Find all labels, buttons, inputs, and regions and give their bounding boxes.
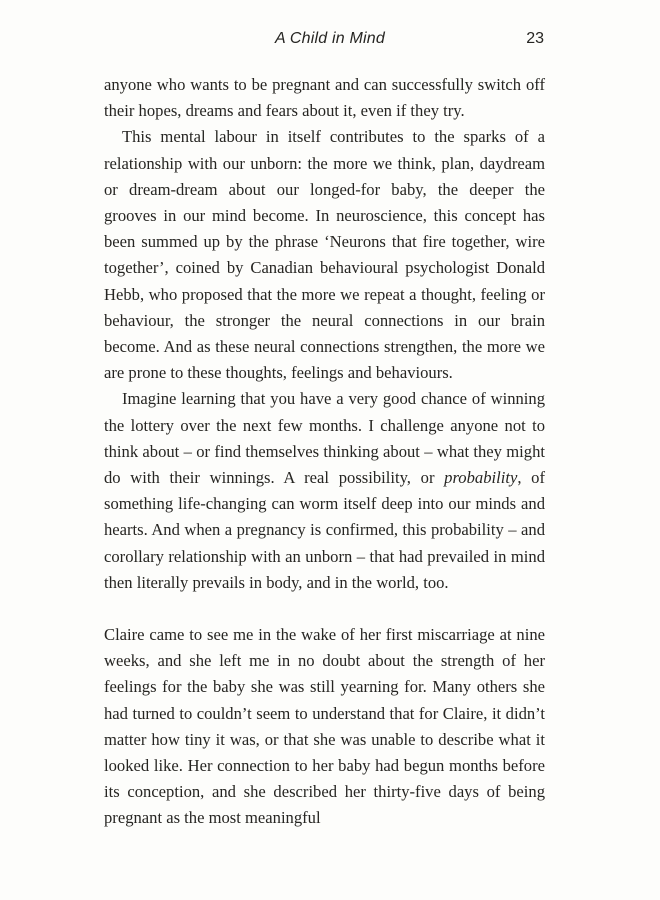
- paragraph-continuation: anyone who wants to be pregnant and can successfully switch off their hopes, dreams and fears about it, even if they try.: [104, 75, 545, 121]
- body-text: [104, 72, 545, 832]
- emphasis-probability: probability: [444, 468, 518, 488]
- running-head: [0, 30, 660, 54]
- paragraph-lottery-text-after: , of something life-changing can worm itself deep into our minds and hearts. And when a pregnancy is confirmed, this probability – and corollary relationship with an unborn – that had prevailed in mind then literally prevails in body, and in the world, too.: [104, 468, 545, 592]
- paragraph-lottery: [104, 386, 545, 596]
- section-break: [104, 596, 545, 622]
- paragraph-mental-labour: This mental labour in itself contributes to the sparks of a relationship with our unborn: the more we think, plan, daydream or dream-dream about our longed-for baby, the deeper the grooves in our mind become. In neuroscience, this concept has been summed up by the phrase ‘Neurons that fire together, wire together’, coined by Canadian behavioural psychologist Donald Hebb, who proposed that the more we repeat a thought, feeling or behaviour, the stronger the neural connections in our brain become. And as these neural connections strengthen, the more we are prone to these thoughts, feelings and behaviours.: [104, 127, 545, 383]
- running-title: A Child in Mind: [274, 30, 385, 47]
- page-number: 23: [526, 30, 544, 47]
- paragraph-claire: Claire came to see me in the wake of her first miscarriage at nine weeks, and she left me in no doubt about the strength of her feelings for the baby she was still yearning for. Many others she had turned to couldn’t seem to understand that for Claire, it didn’t matter how tiny it was, or that she was unable to describe what it looked like. Her connection to her baby had begun months before its conception, and she described her thirty-five days of being pregnant as the most meaningful: [104, 625, 545, 828]
- paragraph-lottery-text-before: Imagine learning that you have a very good chance of winning the lottery over the next few months. I challenge anyone not to think about – or find themselves thinking about – what they might do with their winnings. A real possibility, or: [104, 389, 545, 488]
